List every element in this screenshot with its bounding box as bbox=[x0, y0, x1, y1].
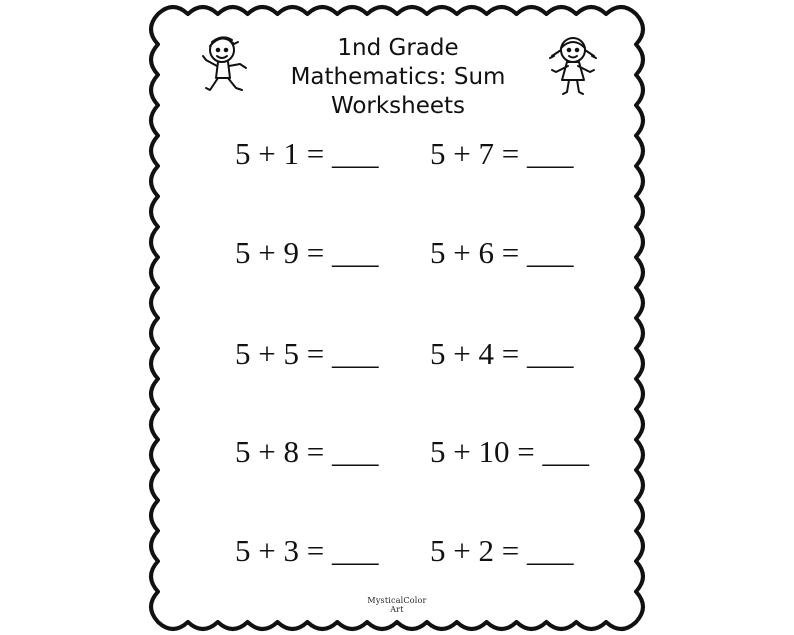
math-problem: 5 + 7 = ___ bbox=[430, 136, 574, 171]
math-problem: 5 + 10 = ___ bbox=[430, 434, 589, 469]
math-problem: 5 + 5 = ___ bbox=[235, 336, 379, 371]
brand-logo bbox=[352, 596, 442, 614]
math-problem: 5 + 8 = ___ bbox=[235, 434, 379, 469]
title-line: 1nd Grade bbox=[337, 35, 459, 61]
math-problem: 5 + 3 = ___ bbox=[235, 533, 379, 568]
boy-cartoon-icon bbox=[198, 30, 256, 100]
math-problem: 5 + 9 = ___ bbox=[235, 235, 379, 270]
page-title bbox=[260, 34, 536, 121]
logo-line: Art bbox=[390, 605, 404, 614]
title-line: Worksheets bbox=[330, 93, 466, 119]
girl-cartoon-icon bbox=[542, 30, 604, 100]
math-problem: 5 + 1 = ___ bbox=[235, 136, 379, 171]
logo-line: MysticalColor bbox=[367, 596, 427, 605]
title-line: Mathematics: Sum bbox=[290, 64, 506, 90]
math-problem: 5 + 6 = ___ bbox=[430, 235, 574, 270]
math-problem: 5 + 2 = ___ bbox=[430, 533, 574, 568]
math-problem: 5 + 4 = ___ bbox=[430, 336, 574, 371]
